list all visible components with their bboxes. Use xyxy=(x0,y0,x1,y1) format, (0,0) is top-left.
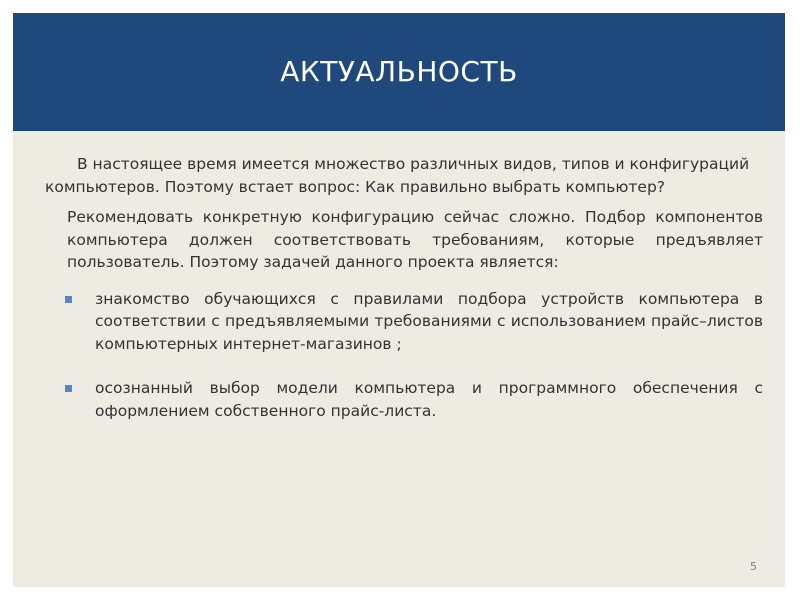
slide-title: АКТУАЛЬНОСТЬ xyxy=(280,55,518,88)
bullet-text: знакомство обучающихся с правилами подбора устройств компьютера в соответствии с предъявляемыми требованиями с использованием прайс–листов компьютерных интернет-магазинов ; xyxy=(95,289,763,353)
slide xyxy=(13,13,785,587)
bullet-text: осознанный выбор модели компьютера и программного обеспечения с оформлением собственного прайс-листа. xyxy=(95,379,763,420)
square-bullet-icon xyxy=(65,296,72,303)
bullet-item xyxy=(45,288,763,356)
bullet-list xyxy=(45,288,763,423)
slide-content xyxy=(45,153,763,444)
bullet-item xyxy=(45,377,763,422)
body-paragraph: Рекомендовать конкретную конфигурацию сейчас сложно. Подбор компонентов компьютера должен соответствовать требованиям, которые предъявляет пользователь. Поэтому задачей данного проекта является: xyxy=(67,208,763,271)
square-bullet-icon xyxy=(65,385,72,392)
page-number: 5 xyxy=(750,560,757,573)
intro-paragraph: В настоящее время имеется множество различных видов, типов и конфигураций компьютеров. Поэтому встает вопрос: Как правильно выбрать компьютер? xyxy=(45,155,750,196)
